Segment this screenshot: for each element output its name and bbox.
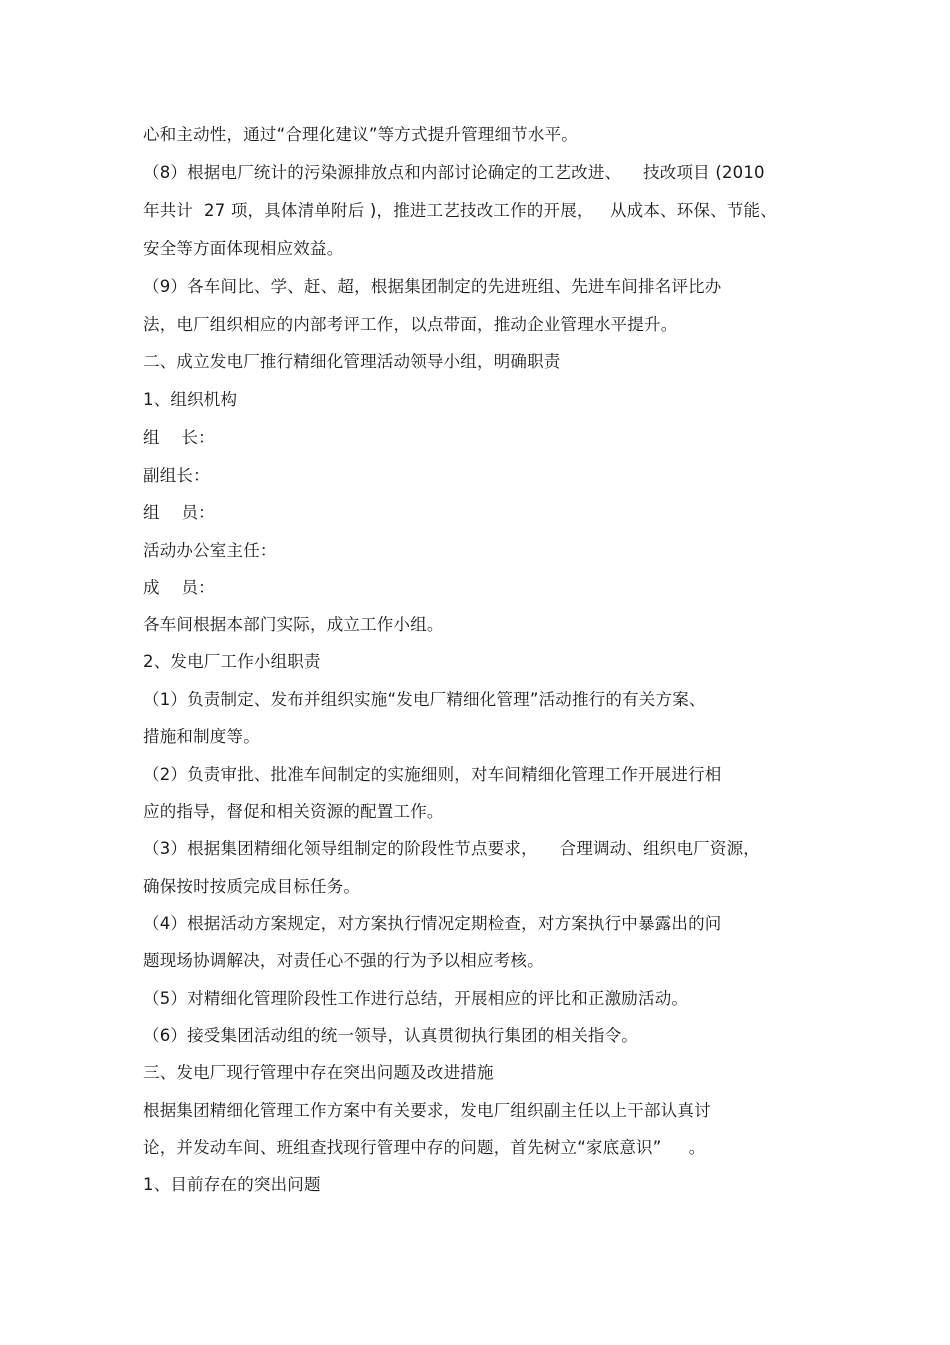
- text-line: （2）负责审批、批准车间制定的实施细则，对车间精细化管理工作开展进行相: [143, 765, 722, 784]
- subsection-heading: 1、组织机构: [143, 390, 238, 409]
- subsection-heading: 1、目前存在的突出问题: [143, 1175, 321, 1194]
- text-line: （4）根据活动方案规定，对方案执行情况定期检查，对方案执行中暴露出的问: [143, 914, 722, 933]
- text-line: 成 员：: [143, 578, 215, 597]
- text-line: 各车间根据本部门实际，成立工作小组。: [143, 615, 444, 634]
- text-line: （6）接受集团活动组的统一领导，认真贯彻执行集团的相关指令。: [143, 1026, 638, 1045]
- text-line: （5）对精细化管理阶段性工作进行总结，开展相应的评比和正激励活动。: [143, 989, 689, 1008]
- text-line: 安全等方面体现相应效益。: [143, 239, 344, 258]
- text-line: 心和主动性，通过“合理化建议”等方式提升管理细节水平。: [143, 125, 578, 144]
- text-line: 措施和制度等。: [143, 727, 260, 746]
- text-line: （8）根据电厂统计的污染源排放点和内部讨论确定的工艺改进、 技改项目 (2010: [143, 163, 765, 182]
- text-line: 组 员：: [143, 503, 215, 522]
- text-line: 确保按时按质完成目标任务。: [143, 877, 361, 896]
- text-line: （9）各车间比、学、赶、超，根据集团制定的先进班组、先进车间排名评比办: [143, 277, 722, 296]
- section-heading: 二、成立发电厂推行精细化管理活动领导小组，明确职责: [143, 352, 561, 371]
- text-line: 应的指导，督促和相关资源的配置工作。: [143, 802, 444, 821]
- text-line: 论，并发动车间、班组查找现行管理中存的问题，首先树立“家底意识” 。: [143, 1138, 706, 1157]
- text-line: （3）根据集团精细化领导组制定的阶段性节点要求， 合理调动、组织电厂资源，: [143, 839, 760, 858]
- text-line: 根据集团精细化管理工作方案中有关要求，发电厂组织副主任以上干部认真讨: [143, 1101, 711, 1120]
- text-line: 年共计 27 项，具体清单附后 )，推进工艺技改工作的开展， 从成本、环保、节能、: [143, 201, 777, 220]
- section-heading: 三、发电厂现行管理中存在突出问题及改进措施: [143, 1063, 494, 1082]
- text-line: 题现场协调解决，对责任心不强的行为予以相应考核。: [143, 951, 544, 970]
- text-line: 法，电厂组织相应的内部考评工作，以点带面，推动企业管理水平提升。: [143, 315, 678, 334]
- text-line: （1）负责制定、发布并组织实施“发电厂精细化管理”活动推行的有关方案、: [143, 690, 706, 709]
- text-line: 副组长：: [143, 466, 210, 485]
- text-line: 活动办公室主任：: [143, 541, 277, 560]
- text-line: 组 长：: [143, 428, 215, 447]
- subsection-heading: 2、发电厂工作小组职责: [143, 652, 321, 671]
